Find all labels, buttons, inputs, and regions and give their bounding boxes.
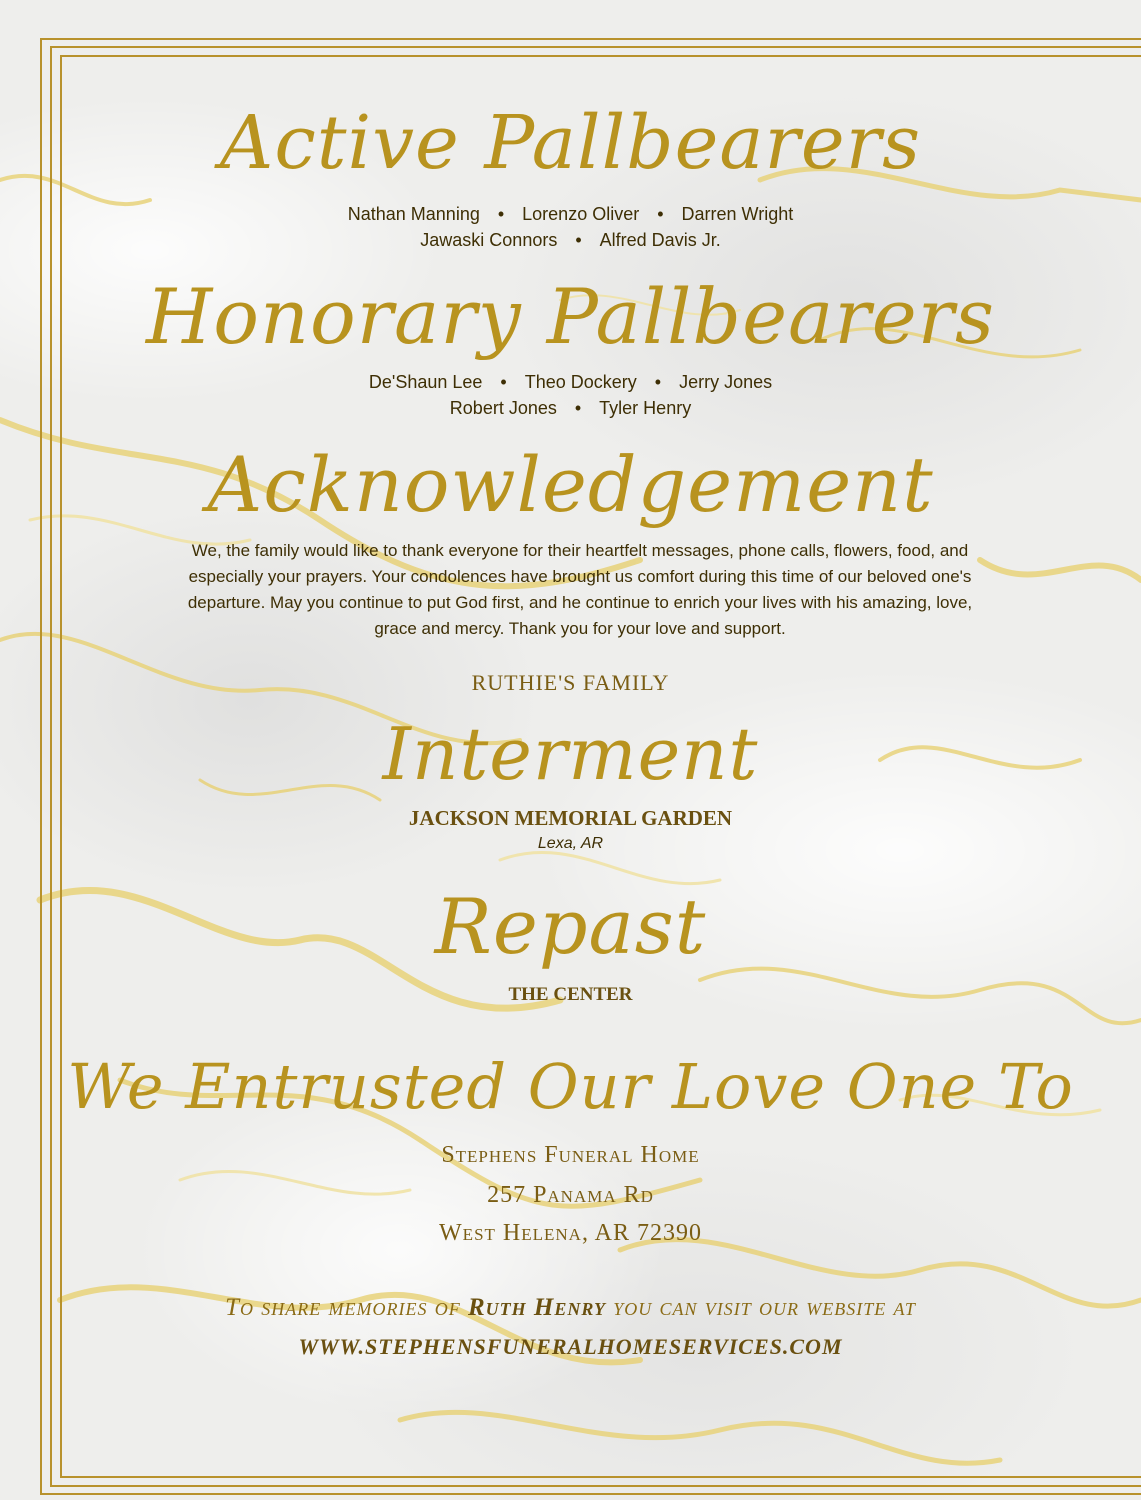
interment-heading: Interment <box>382 712 759 796</box>
separator-dot: • <box>497 204 505 224</box>
deceased-name: Ruth Henry <box>467 1294 607 1321</box>
interment-place: JACKSON MEMORIAL GARDEN <box>408 806 733 830</box>
share-memories-line <box>0 1294 1141 1322</box>
active-pallbearers-row-2 <box>0 230 1141 251</box>
pallbearer-name: Jerry Jones <box>679 372 773 392</box>
active-pallbearers-heading: Active Pallbearers <box>219 100 922 186</box>
pallbearer-name: Robert Jones <box>449 398 557 418</box>
honorary-pallbearers-heading: Honorary Pallbearers <box>145 272 996 361</box>
pallbearer-name: Theo Dockery <box>524 372 637 392</box>
website-link[interactable]: WWW.STEPHENSFUNERALHOMESERVICES.COM <box>298 1334 843 1359</box>
acknowledgement-line: grace and mercy. Thank you for your love and support. <box>374 619 786 638</box>
honorary-pallbearers-row-2 <box>0 398 1141 419</box>
pallbearer-name: Lorenzo Oliver <box>522 204 640 224</box>
pallbearer-name: Alfred Davis Jr. <box>599 230 721 250</box>
separator-dot: • <box>657 204 664 224</box>
acknowledgement-text <box>120 538 1040 642</box>
repast-place: THE CENTER <box>508 984 633 1005</box>
pallbearer-name: De'Shaun Lee <box>368 372 483 392</box>
website-line <box>0 1334 1141 1360</box>
family-signature: RUTHIE'S FAMILY <box>471 670 670 695</box>
separator-dot: • <box>500 372 507 392</box>
acknowledgement-line: especially your prayers. Your condolences have brought us comfort during this time of our beloved one's <box>188 567 972 586</box>
separator-dot: • <box>574 398 582 418</box>
honorary-pallbearers-row-1 <box>0 372 1141 393</box>
share-prefix: To share memories of <box>225 1294 461 1321</box>
acknowledgement-line: departure. May you continue to put God first, and he continue to enrich your lives with his amazing, love, <box>187 593 973 612</box>
funeral-home-street: 257 Panama Rd <box>487 1182 654 1208</box>
pallbearer-name: Darren Wright <box>681 204 794 224</box>
separator-dot: • <box>575 230 582 250</box>
pallbearer-name: Jawaski Connors <box>420 230 558 250</box>
pallbearer-name: Tyler Henry <box>599 398 692 418</box>
funeral-home-name: Stephens Funeral Home <box>441 1142 700 1168</box>
pallbearer-name: Nathan Manning <box>347 204 480 224</box>
entrusted-heading: We Entrusted Our Love One To <box>67 1050 1074 1123</box>
share-suffix: you can visit our website at <box>613 1294 916 1321</box>
repast-heading: Repast <box>434 882 707 971</box>
active-pallbearers-row-1 <box>0 204 1141 225</box>
funeral-home-city: West Helena, AR 72390 <box>439 1220 702 1246</box>
interment-location: Lexa, AR <box>537 835 604 852</box>
separator-dot: • <box>654 372 662 392</box>
acknowledgement-line: We, the family would like to thank everyone for their heartfelt messages, phone calls, flowers, food, and <box>191 541 969 560</box>
acknowledgement-heading: Acknowledgement <box>207 440 934 529</box>
